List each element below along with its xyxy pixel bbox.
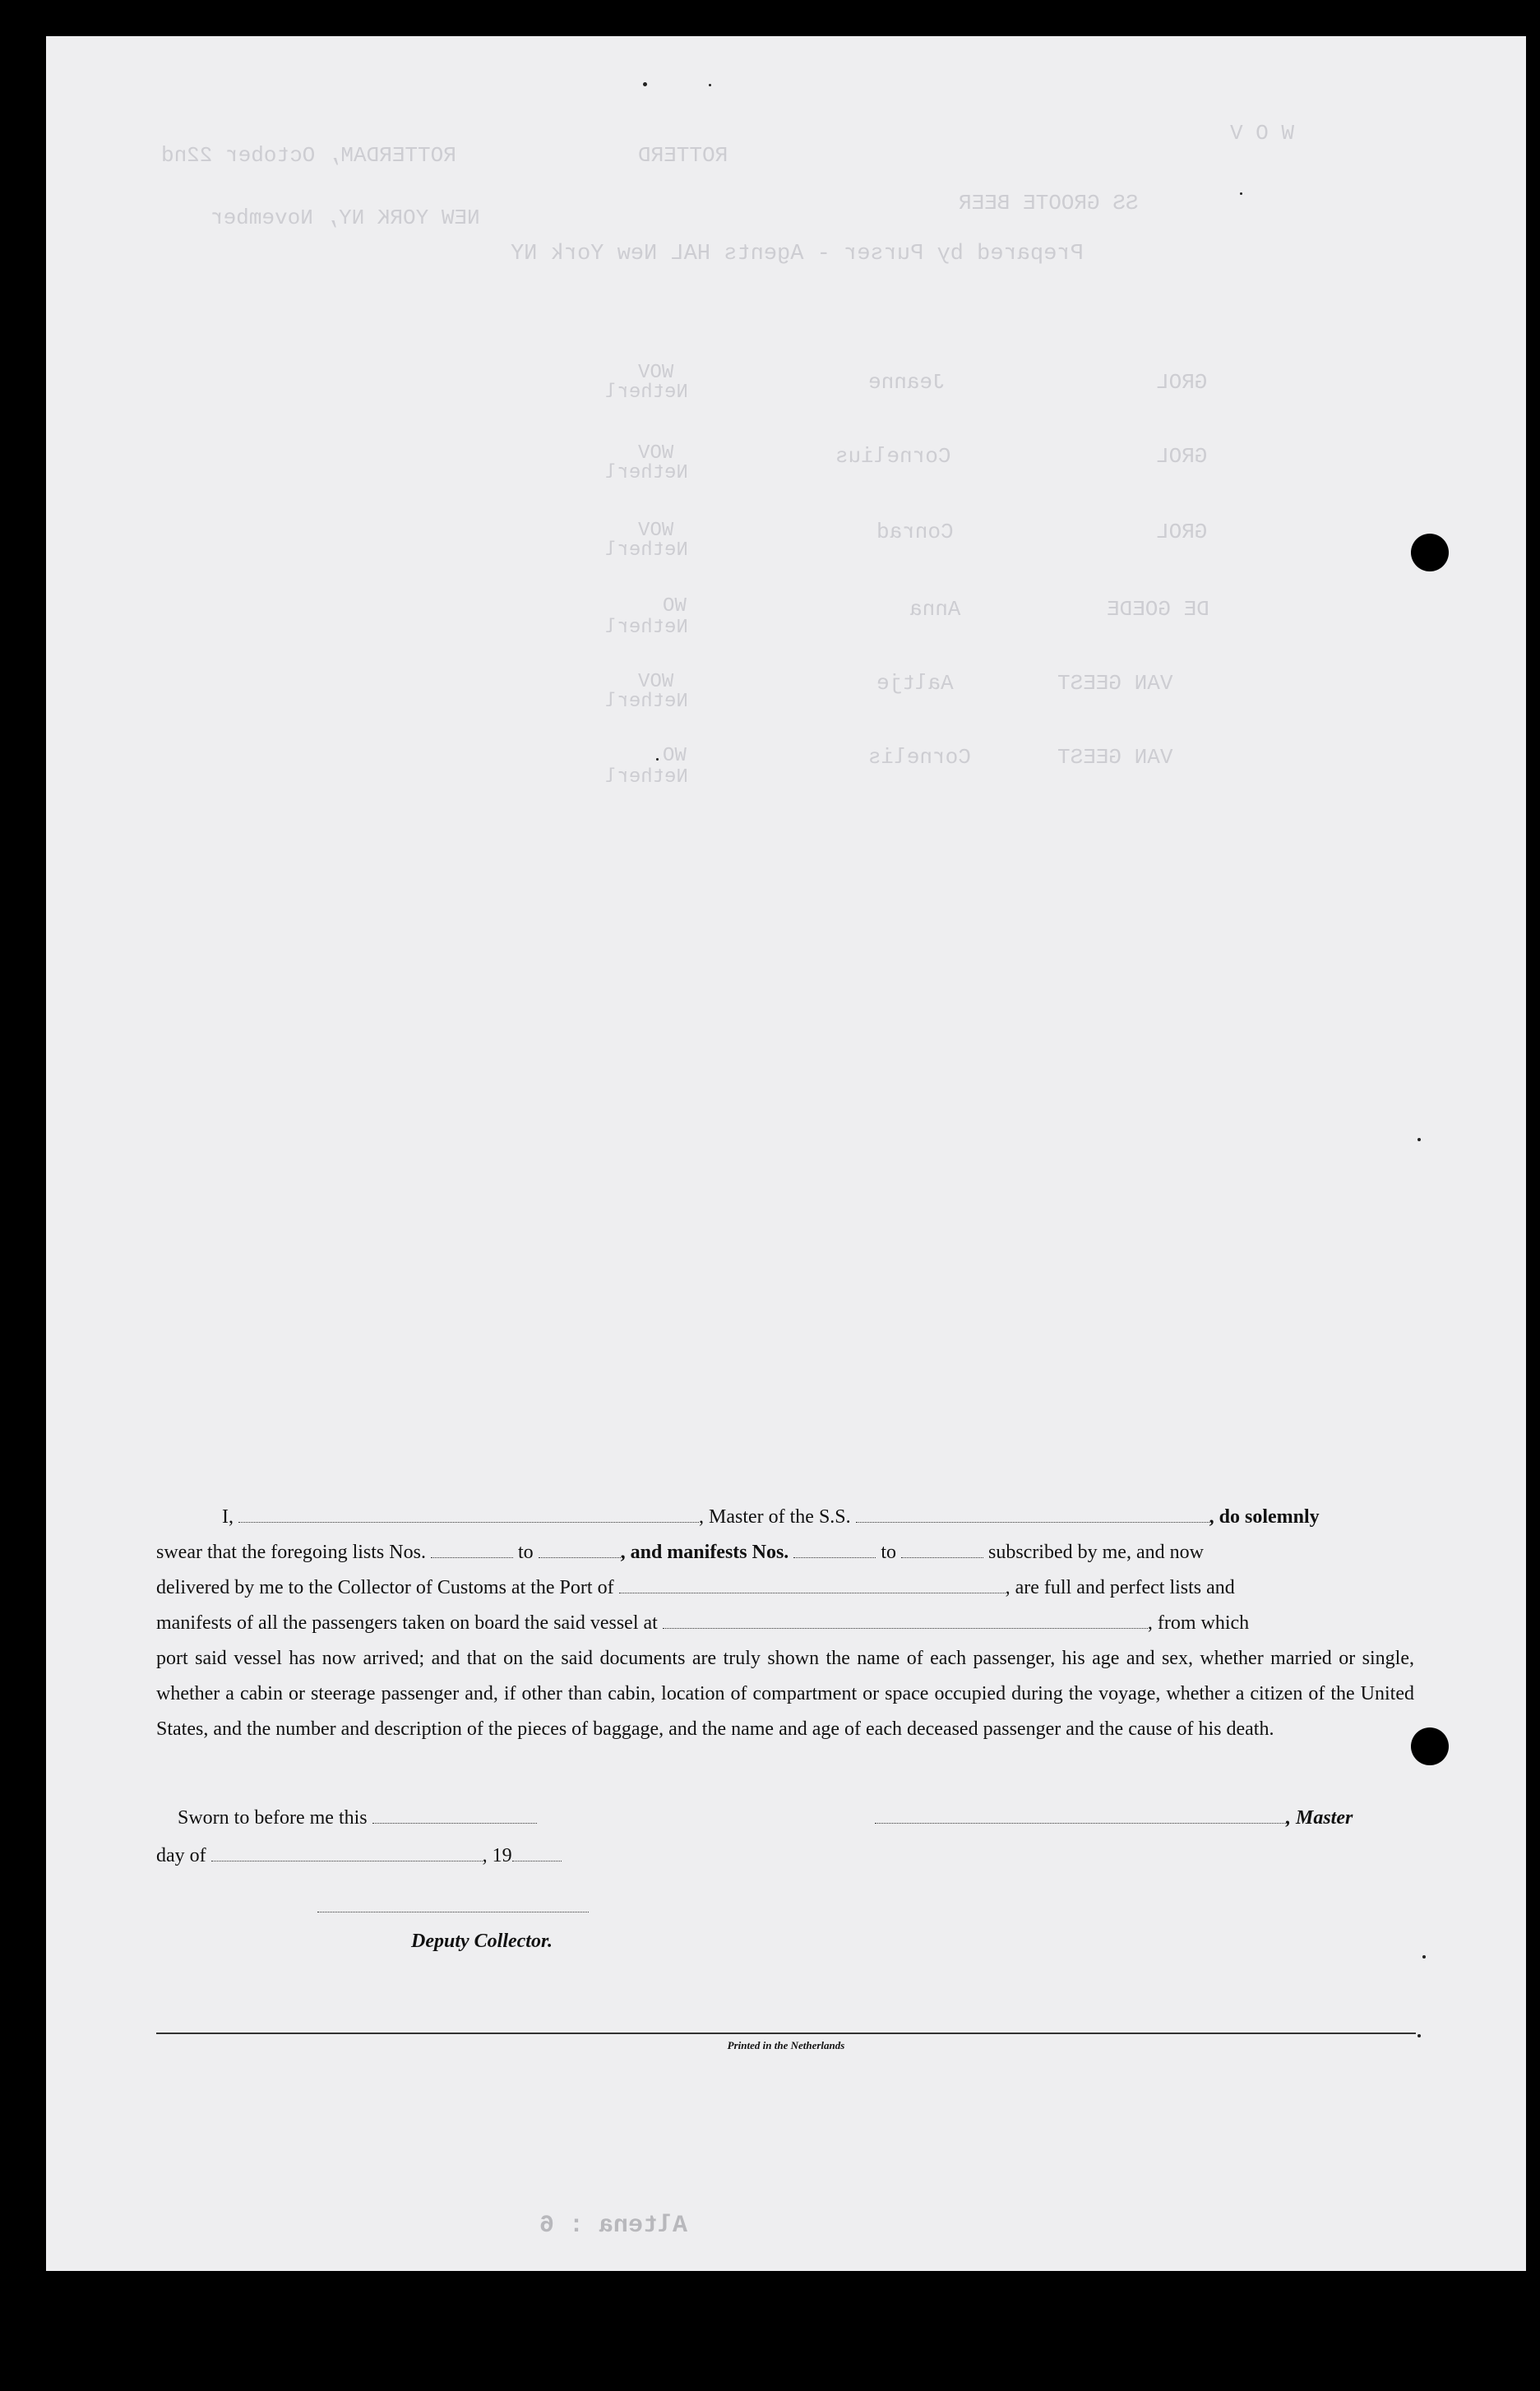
footer-rule [156, 2033, 1416, 2034]
master-label: , Master [1286, 1807, 1353, 1829]
port-field[interactable] [619, 1578, 1006, 1593]
oath-from-which: , from which [1147, 1612, 1250, 1634]
reverse-row-1-given: Jeanne [868, 370, 946, 395]
sworn-date-field[interactable] [372, 1808, 537, 1824]
list-to-field[interactable] [539, 1542, 621, 1558]
master-signature-field[interactable] [875, 1808, 1286, 1824]
reverse-row-2-code: WOV [638, 442, 674, 465]
document-page [46, 36, 1526, 2271]
reverse-footer-stamp: Altena : 6 [539, 2212, 688, 2240]
reverse-row-5-nat: Netherl [605, 691, 688, 713]
punch-hole-bottom [1411, 1727, 1449, 1765]
manifest-from-field[interactable] [793, 1542, 876, 1558]
speck [1417, 1138, 1421, 1141]
reverse-row-2-given: Cornelius [835, 444, 951, 469]
speck [1240, 192, 1242, 195]
reverse-row-4-given: Anna [909, 597, 961, 622]
reverse-row-4-nat: Netherl [605, 617, 688, 639]
reverse-ship-line: ROTTERDAM, October 22nd [161, 143, 456, 168]
deputy-label: Deputy Collector. [411, 1931, 553, 1952]
deputy-label-row [411, 1931, 553, 1953]
month-field[interactable] [211, 1846, 483, 1861]
reverse-row-4-code: WO [663, 595, 687, 617]
master-name-field[interactable] [238, 1507, 699, 1523]
speck [643, 82, 647, 86]
oath-and-manifests: , and manifests Nos. [620, 1542, 789, 1563]
ship-name-field[interactable] [856, 1507, 1209, 1523]
reverse-row-5-given: Aaltje [876, 671, 954, 696]
reverse-row-1-code: WOV [638, 362, 674, 384]
manifest-to-field[interactable] [901, 1542, 983, 1558]
oath-to-1: to [517, 1542, 534, 1563]
speck [709, 84, 711, 86]
reverse-row-3-nat: Netherl [605, 539, 688, 562]
reverse-row-6-nat: Netherl [605, 766, 688, 789]
oath-manifests-of: manifests of all the passengers taken on board the said vessel at [156, 1612, 658, 1634]
oath-master-of: , Master of the S.S. [699, 1506, 851, 1528]
speck [1422, 1955, 1426, 1959]
oath-body: port said vessel has now arrived; and that on the said documents are truly shown the name of each passenger, his age and sex, whether married or single, whether a cabin or steerage passenger and, if other than cabin, location of compartment or space occupied during the voyage, whether a citizen of the United States, and the number and description of the pieces of baggage, and the name and age of each deceased passenger and the cause of his death. [156, 1648, 1414, 1740]
oath-i-label: I, [222, 1506, 234, 1528]
reverse-row-2-nat: Netherl [605, 462, 688, 484]
deputy-signature-line[interactable] [317, 1896, 589, 1918]
reverse-row-2-surname: GROL [1156, 444, 1208, 469]
departure-port-field[interactable] [663, 1613, 1148, 1629]
reverse-row-3-surname: GROL [1156, 520, 1208, 544]
printed-in-label: Printed in the Netherlands [727, 2039, 845, 2051]
punch-hole-top [1411, 534, 1449, 571]
list-from-field[interactable] [431, 1542, 513, 1558]
reverse-row-6-code: WO [663, 745, 687, 767]
oath-delivered: delivered by me to the Collector of Customs at the Port of [156, 1577, 614, 1598]
reverse-row-1-surname: GROL [1156, 370, 1208, 395]
year-label: , 19 [482, 1845, 512, 1866]
reverse-row-3-given: Conrad [876, 520, 954, 544]
year-field[interactable] [512, 1846, 562, 1861]
reverse-row-6-given: Cornelis [868, 745, 971, 770]
reverse-row-3-code: WOV [638, 520, 674, 542]
reverse-row-4-surname: DE GOEDE [1107, 597, 1209, 622]
day-of-label: day of [156, 1845, 206, 1866]
reverse-row-6-surname: VAN GEEST [1057, 745, 1173, 770]
oath-swear: swear that the foregoing lists Nos. [156, 1542, 426, 1563]
reverse-row-5-surname: VAN GEEST [1057, 671, 1173, 696]
day-of-row [156, 1845, 562, 1867]
reverse-row-5-code: WOV [638, 671, 674, 693]
reverse-prepared-by: Prepared by Purser - Agents HAL New York NY [511, 242, 1084, 266]
speck [656, 758, 659, 761]
reverse-ship-name: SS GROOTE BEER [959, 191, 1139, 215]
sworn-label: Sworn to before me this [178, 1807, 368, 1829]
master-signature-row [875, 1807, 1353, 1829]
oath-paragraph [156, 1500, 1414, 1747]
oath-full-perfect: , are full and perfect lists and [1005, 1577, 1235, 1598]
reverse-row-1-nat: Netherl [605, 382, 688, 404]
oath-subscribed: subscribed by me, and now [987, 1542, 1204, 1563]
reverse-arrival: NEW YORK NY, November [210, 206, 480, 230]
speck [1417, 2034, 1421, 2037]
reverse-ship-line-left: ROTTERD [638, 143, 728, 168]
sworn-row [178, 1807, 537, 1829]
oath-do-solemnly: , do solemnly [1209, 1506, 1320, 1528]
reverse-header-code: W O V [1230, 121, 1295, 146]
oath-to-2: to [881, 1542, 896, 1563]
